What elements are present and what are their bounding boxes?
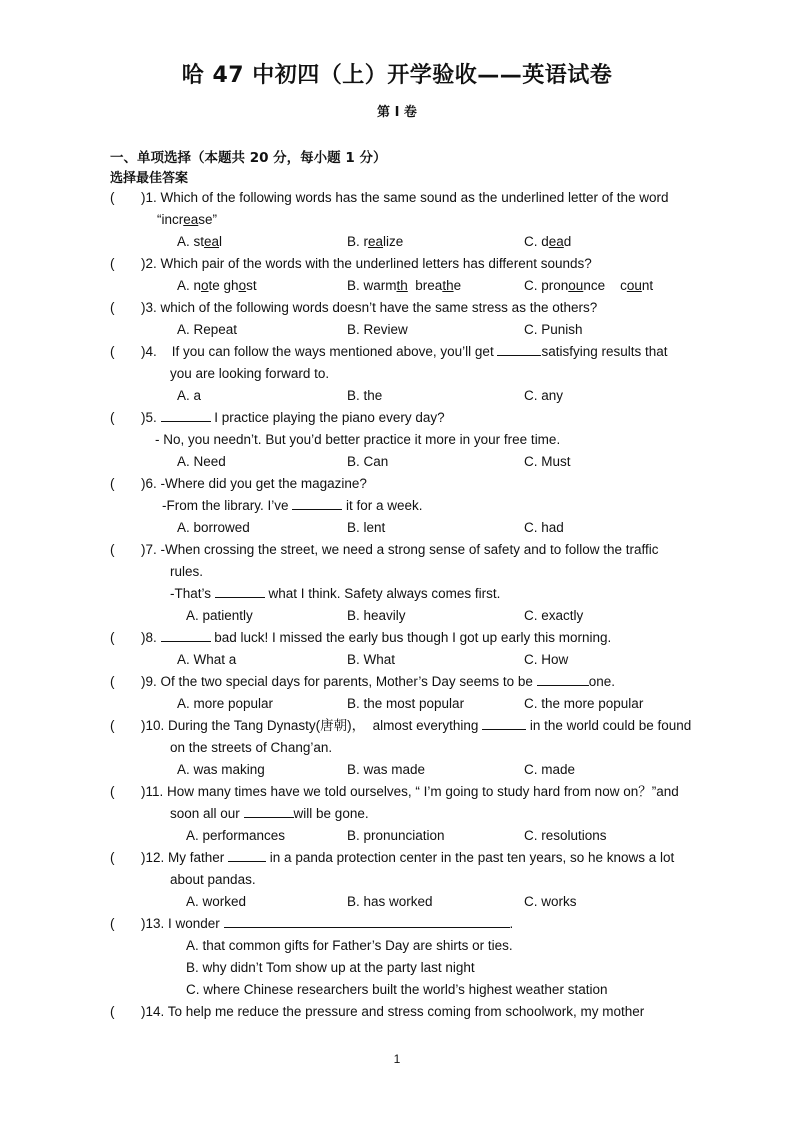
option-c: C. How	[524, 652, 569, 667]
answer-paren: (	[110, 916, 115, 931]
question-13-stem: )13. I wonder .	[141, 916, 514, 931]
question-11-stem: )11. How many times have we told ourselves, “ I’m going to study hard from now on？”and	[141, 784, 679, 799]
answer-paren: (	[110, 300, 115, 315]
option-a: A. borrowed	[177, 520, 250, 535]
option-a: A. that common gifts for Father’s Day are shirts or ties.	[186, 938, 513, 953]
option-b: B. warmth breathe	[347, 278, 462, 293]
option-c: C. pronounce count	[524, 278, 654, 293]
answer-paren: (	[110, 850, 115, 865]
answer-paren: (	[110, 630, 115, 645]
option-c: C. any	[524, 388, 564, 403]
option-b: B. realize	[347, 234, 404, 249]
option-a: A. note ghost	[177, 278, 257, 293]
option-b: B. the most popular	[347, 696, 465, 711]
answer-paren: (	[110, 1004, 115, 1019]
option-c: C. Must	[524, 454, 571, 469]
option-b: B. has worked	[347, 894, 433, 909]
question-7-line2: rules.	[170, 564, 204, 579]
option-c: C. Punish	[524, 322, 583, 337]
answer-blank	[224, 915, 510, 928]
answer-blank	[215, 585, 265, 598]
question-1-word: “increase”	[157, 212, 218, 227]
option-a: A. patiently	[186, 608, 253, 623]
option-b: B. why didn’t Tom show up at the party last night	[186, 960, 475, 975]
question-5-stem: )5. I practice playing the piano every day?	[141, 410, 445, 425]
option-b: B. pronunciation	[347, 828, 445, 843]
option-c: C. exactly	[524, 608, 584, 623]
question-7-stem: )7. -When crossing the street, we need a strong sense of safety and to follow the traffic	[141, 542, 659, 557]
answer-paren: (	[110, 476, 115, 491]
option-b: B. heavily	[347, 608, 406, 623]
option-c: C. the more popular	[524, 696, 644, 711]
answer-paren: (	[110, 784, 115, 799]
option-a: A. worked	[186, 894, 247, 909]
question-4-line2: you are looking forward to.	[170, 366, 330, 381]
answer-blank	[482, 717, 526, 730]
answer-paren: (	[110, 190, 115, 205]
question-4-stem: )4. If you can follow the ways mentioned above, you’ll get satisfying results that	[141, 344, 668, 359]
answer-blank	[161, 409, 211, 422]
option-a: A. Need	[177, 454, 226, 469]
option-a: A. was making	[177, 762, 265, 777]
question-1-stem: )1. Which of the following words has the same sound as the underlined letter of the word	[141, 190, 669, 205]
option-b: B. What	[347, 652, 396, 667]
question-9-stem: )9. Of the two special days for parents, Mother’s Day seems to be one.	[141, 674, 615, 689]
section-heading: 一、单项选择（本题共 20 分，每小题 1 分）	[110, 150, 387, 166]
answer-blank	[244, 805, 294, 818]
exam-title: 哈 47 中初四（上）开学验收——英语试卷	[181, 63, 613, 88]
section-instruction: 选择最佳答案	[110, 171, 189, 186]
option-a: A. What a	[177, 652, 237, 667]
option-a: A. performances	[186, 828, 286, 843]
option-b: B. the	[347, 388, 383, 403]
option-a: A. a	[177, 388, 202, 403]
question-2-stem: )2. Which pair of the words with the underlined letters has different sounds?	[141, 256, 592, 271]
answer-paren: (	[110, 542, 115, 557]
answer-blank	[292, 497, 342, 510]
answer-paren: (	[110, 718, 115, 733]
question-10-stem: )10. During the Tang Dynasty(唐朝)， almost everything in the world could be found	[141, 718, 692, 733]
option-c: C. resolutions	[524, 828, 607, 843]
option-a: A. more popular	[177, 696, 274, 711]
answer-paren: (	[110, 344, 115, 359]
option-c: C. works	[524, 894, 577, 909]
answer-paren: (	[110, 256, 115, 271]
option-c: C. made	[524, 762, 576, 777]
option-a: A. Repeat	[177, 322, 238, 337]
answer-paren: (	[110, 674, 115, 689]
question-3-stem: )3. which of the following words doesn’t have the same stress as the others?	[141, 300, 598, 315]
answer-blank	[497, 343, 541, 356]
option-c: C. where Chinese researchers built the world’s highest weather station	[186, 982, 608, 997]
question-5-line2: - No, you needn’t. But you’d better practice it more in your free time.	[155, 432, 561, 447]
option-b: B. Can	[347, 454, 389, 469]
answer-paren: (	[110, 410, 115, 425]
answer-blank	[228, 849, 266, 862]
question-6-stem: )6. -Where did you get the magazine?	[141, 476, 367, 491]
volume-label: 第 I 卷	[377, 105, 417, 120]
answer-blank	[161, 629, 211, 642]
question-11-line2: soon all our will be gone.	[170, 806, 369, 821]
option-b: B. was made	[347, 762, 426, 777]
option-c: C. dead	[524, 234, 572, 249]
question-14-stem: )14. To help me reduce the pressure and stress coming from schoolwork, my mother	[141, 1004, 645, 1019]
question-10-line2: on the streets of Chang’an.	[170, 740, 333, 755]
question-12-line2: about pandas.	[170, 872, 256, 887]
question-12-stem: )12. My father in a panda protection center in the past ten years, so he knows a lot	[141, 850, 675, 865]
question-7-line3: -That’s what I think. Safety always comes first.	[170, 586, 501, 601]
question-6-line2: -From the library. I’ve it for a week.	[162, 498, 423, 513]
option-c: C. had	[524, 520, 564, 535]
question-8-stem: )8. bad luck! I missed the early bus though I got up early this morning.	[141, 630, 612, 645]
page-number: 1	[393, 1052, 401, 1066]
option-a: A. steal	[177, 234, 223, 249]
option-b: B. Review	[347, 322, 408, 337]
answer-blank	[537, 673, 589, 686]
option-b: B. lent	[347, 520, 386, 535]
